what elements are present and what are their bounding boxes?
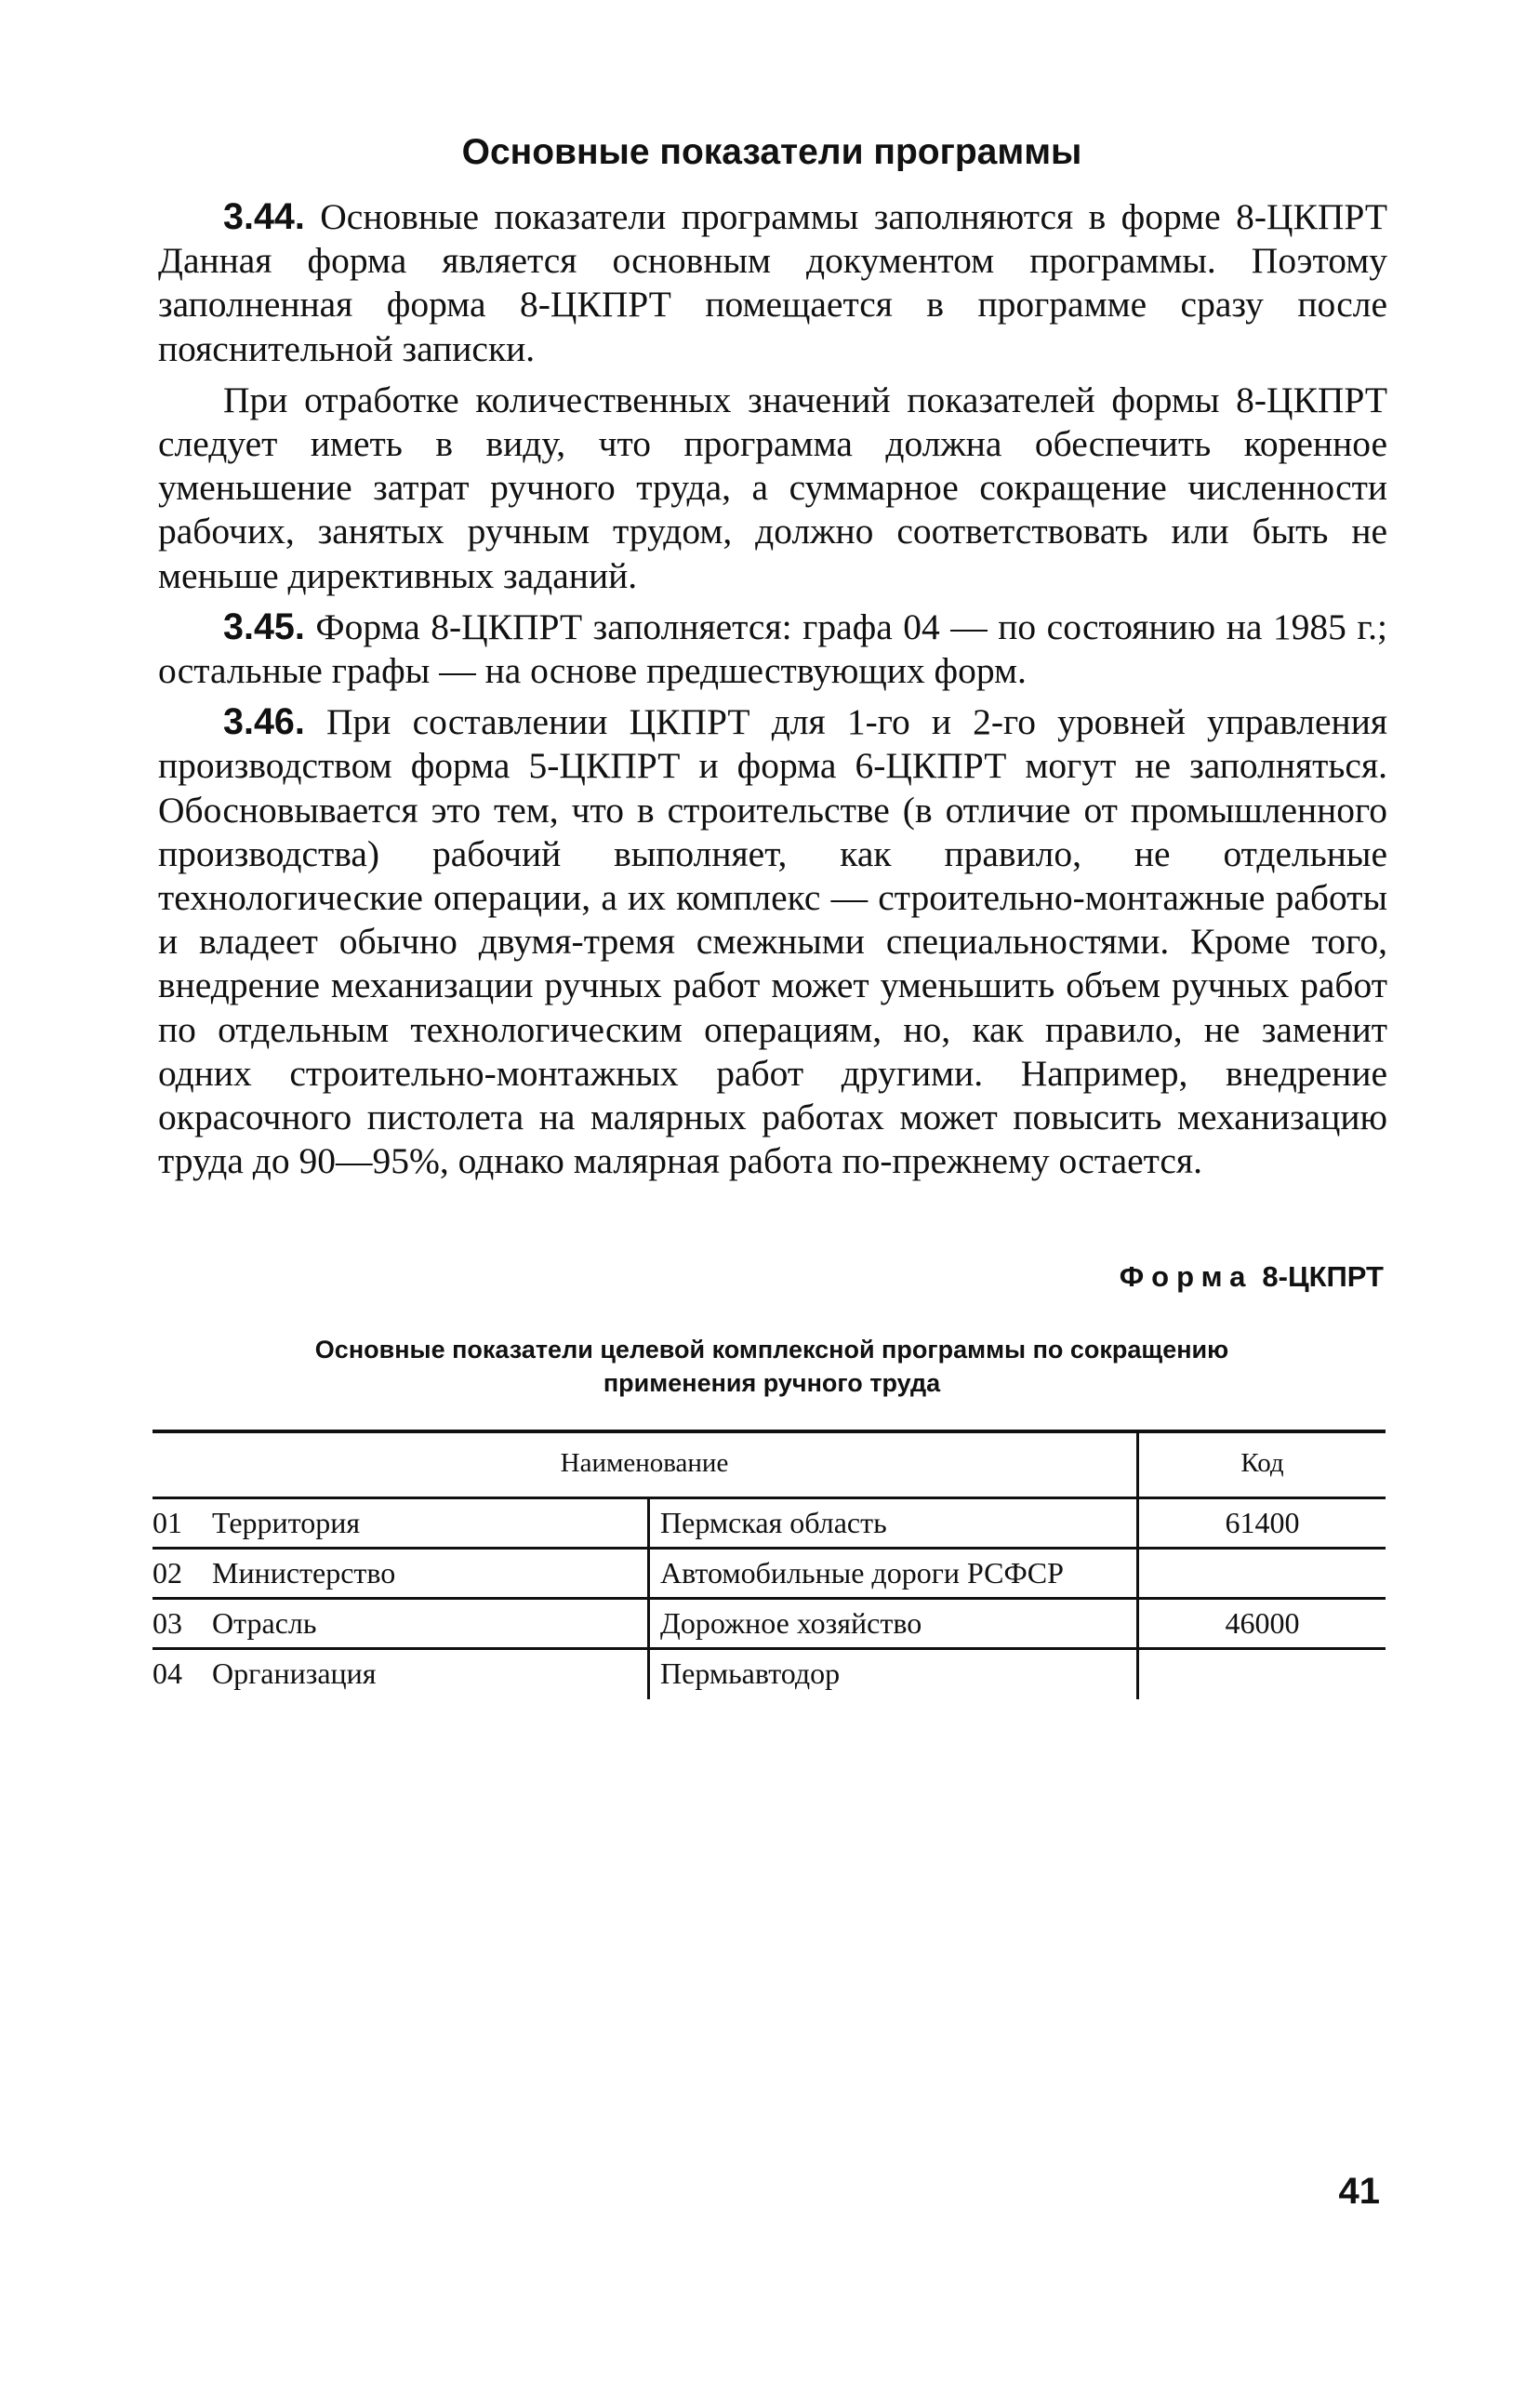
row-value: Пермьавтодор bbox=[660, 1656, 841, 1690]
paragraph-3-46 bbox=[158, 700, 1387, 1183]
row-number: 01 bbox=[152, 1506, 182, 1539]
row-value: Автомобильные дороги РСФСР bbox=[660, 1556, 1064, 1590]
table-rule bbox=[152, 1497, 1386, 1499]
row-label: Отрасль bbox=[212, 1606, 317, 1640]
row-number: 02 bbox=[152, 1556, 182, 1590]
row-code: 61400 bbox=[1225, 1506, 1300, 1539]
header-name: Наименование bbox=[560, 1448, 729, 1478]
paragraph-number: 3.46. bbox=[223, 701, 305, 743]
form-code: 8-ЦКПРТ bbox=[1262, 1260, 1384, 1293]
row-number: 03 bbox=[152, 1606, 182, 1640]
table-rule bbox=[152, 1647, 1386, 1650]
row-code: 46000 bbox=[1225, 1606, 1300, 1640]
form-word: Форма bbox=[1119, 1260, 1253, 1293]
paragraph-continuation bbox=[158, 379, 1387, 598]
table-rule bbox=[152, 1547, 1386, 1550]
paragraph-3-45 bbox=[158, 605, 1387, 693]
row-number: 04 bbox=[152, 1656, 182, 1690]
row-label: Территория bbox=[212, 1506, 361, 1539]
row-value: Пермская область bbox=[660, 1506, 887, 1539]
form-title bbox=[186, 1333, 1358, 1400]
form-title-line: применения ручного труда bbox=[603, 1369, 941, 1397]
table-top-rule bbox=[152, 1430, 1386, 1433]
paragraph-text: При составлении ЦКПРТ для 1-го и 2-го уровней управления производством форма 5-ЦКПРТ и форма 6-ЦКПРТ могут не заполняться. Обосновывается это тем, что в строительстве (в отличие от промышленного производства) рабочий выполняет, как правило, не отдельные технологические операции, а их комплекс — строительно-монтажные работы и владеет обычно двумя-тремя смежными специальностями. Кроме того, внедрение механизации ручных работ может уменьшить объем ручных работ по отдельным технологическим операциям, но, как правило, не заменит одних строительно-монтажных работ другими. Например, внедрение окрасочного пистолета на малярных работах может повысить механизацию труда до 90—95%, однако малярная работа по-прежнему остается. bbox=[158, 701, 1387, 1182]
form-label bbox=[1120, 1260, 1384, 1294]
paragraph-text: При отработке количественных значений показателей формы 8-ЦКПРТ следует иметь в виду, что программа должна обеспечить коренное уменьшение затрат ручного труда, а суммарное сокращение численности рабочих, занятых ручным трудом, должно соответствовать или быть не меньше директивных заданий. bbox=[158, 379, 1387, 596]
row-label: Организация bbox=[212, 1656, 377, 1690]
paragraph-number: 3.45. bbox=[223, 605, 305, 647]
form-title-line: Основные показатели целевой комплексной программы по сокращению bbox=[314, 1336, 1229, 1364]
page-number: 41 bbox=[1338, 2171, 1380, 2212]
paragraph-text: Форма 8-ЦКПРТ заполняется: графа 04 — по состоянию на 1985 г.; остальные графы — на основе предшествующих форм. bbox=[158, 605, 1387, 692]
paragraph-number: 3.44. bbox=[223, 196, 305, 237]
table-column-divider bbox=[647, 1497, 650, 1699]
paragraph-text: Основные показатели программы заполняются в форме 8-ЦКПРТ Данная форма является основным документом программы. Поэтому заполненная форма 8-ЦКПРТ помещается в программе сразу после пояснительной записки. bbox=[158, 196, 1387, 369]
paragraph-3-44 bbox=[158, 195, 1387, 371]
section-heading: Основные показатели программы bbox=[461, 132, 1082, 172]
row-value: Дорожное хозяйство bbox=[660, 1606, 922, 1640]
header-code: Код bbox=[1240, 1448, 1284, 1478]
body-text bbox=[158, 195, 1387, 1191]
row-label: Министерство bbox=[212, 1556, 396, 1590]
table-rule bbox=[152, 1597, 1386, 1600]
